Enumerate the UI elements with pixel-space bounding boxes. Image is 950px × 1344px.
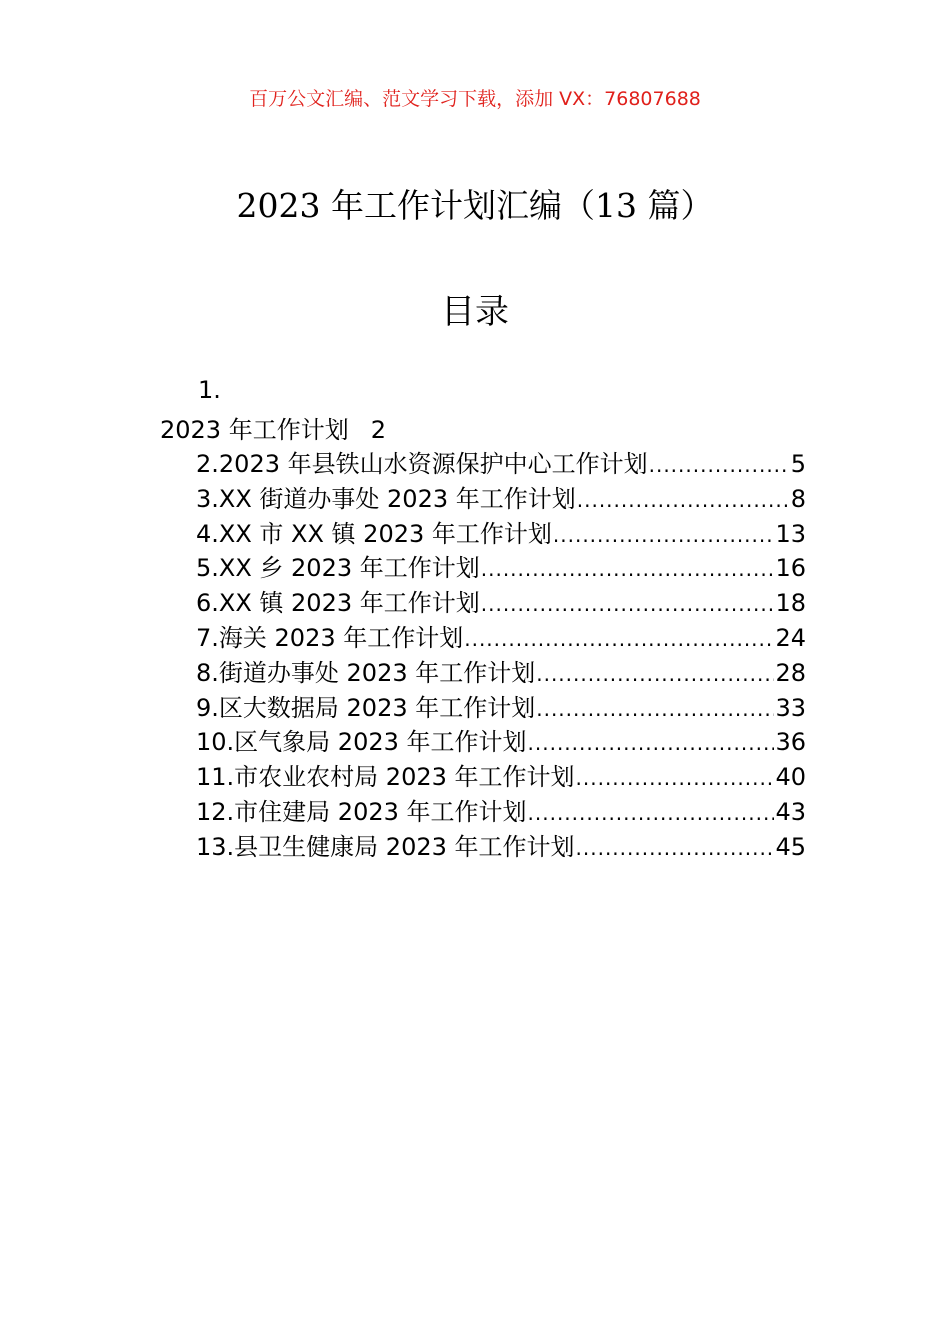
toc-entry-page: 16 xyxy=(775,554,806,583)
toc-entry[interactable] xyxy=(196,479,806,514)
toc-entry-1-number: 1. xyxy=(198,376,221,404)
toc-entry[interactable] xyxy=(196,722,806,757)
header-banner: 百万公文汇编、范文学习下载，添加 VX：76807688 xyxy=(249,88,701,110)
toc-entry-label: 13.县卫生健康局 2023 年工作计划 xyxy=(196,832,575,861)
toc-heading: 目录 xyxy=(441,292,509,332)
toc-entry-page: 2 xyxy=(370,416,386,444)
toc-leader xyxy=(553,523,775,547)
document-title: 2023 年工作计划汇编（13 篇） xyxy=(236,186,714,225)
toc-entry[interactable] xyxy=(196,757,806,792)
toc-entry[interactable] xyxy=(196,653,806,688)
toc-entry-label: 2.2023 年县铁山水资源保护中心工作计划 xyxy=(196,450,648,478)
toc-entry-page: 40 xyxy=(775,763,806,792)
toc-leader xyxy=(577,488,790,512)
toc-list xyxy=(196,444,806,862)
toc-leader xyxy=(481,557,775,581)
toc-entry[interactable] xyxy=(196,514,806,549)
toc-leader xyxy=(576,836,775,860)
toc-entry-page: 28 xyxy=(775,658,806,687)
toc-leader xyxy=(536,662,774,686)
toc-entry[interactable] xyxy=(196,827,806,862)
toc-entry-label: 6.XX 镇 2023 年工作计划 xyxy=(196,589,480,618)
toc-entry-label: 9.区大数据局 2023 年工作计划 xyxy=(196,693,536,722)
toc-entry-label: 5.XX 乡 2023 年工作计划 xyxy=(196,554,480,583)
toc-entry-label: 4.XX 市 XX 镇 2023 年工作计划 xyxy=(196,519,552,548)
toc-entry-1[interactable] xyxy=(160,410,386,445)
toc-entry[interactable] xyxy=(196,792,806,827)
toc-entry[interactable] xyxy=(196,618,806,653)
toc-entry[interactable] xyxy=(196,583,806,618)
toc-entry-page: 13 xyxy=(775,519,806,548)
toc-entry-label: 2023 年工作计划 xyxy=(160,416,349,444)
toc-leader xyxy=(528,731,775,755)
toc-entry-page: 24 xyxy=(775,623,806,652)
toc-leader xyxy=(464,627,774,651)
toc-leader xyxy=(576,766,775,790)
toc-entry[interactable] xyxy=(196,548,806,583)
toc-leader xyxy=(649,453,790,477)
toc-entry-label: 3.XX 街道办事处 2023 年工作计划 xyxy=(196,484,576,513)
toc-leader xyxy=(528,801,775,825)
toc-entry-label: 11.市农业农村局 2023 年工作计划 xyxy=(196,763,575,792)
toc-entry-page: 36 xyxy=(775,728,806,757)
toc-entry-page: 43 xyxy=(775,797,806,826)
toc-entry-label: 10.区气象局 2023 年工作计划 xyxy=(196,728,527,757)
toc-entry-page: 5 xyxy=(790,450,806,478)
toc-entry-label: 12.市住建局 2023 年工作计划 xyxy=(196,797,527,826)
toc-entry-page: 45 xyxy=(775,832,806,861)
toc-leader xyxy=(481,592,775,616)
toc-leader xyxy=(536,697,774,721)
toc-entry-page: 33 xyxy=(775,693,806,722)
toc-entry[interactable] xyxy=(196,444,806,479)
toc-entry-label: 7.海关 2023 年工作计划 xyxy=(196,623,464,652)
toc-entry-page: 8 xyxy=(790,484,806,513)
toc-entry-page: 18 xyxy=(775,589,806,618)
toc-entry[interactable] xyxy=(196,688,806,723)
toc-entry-label: 8.街道办事处 2023 年工作计划 xyxy=(196,658,536,687)
